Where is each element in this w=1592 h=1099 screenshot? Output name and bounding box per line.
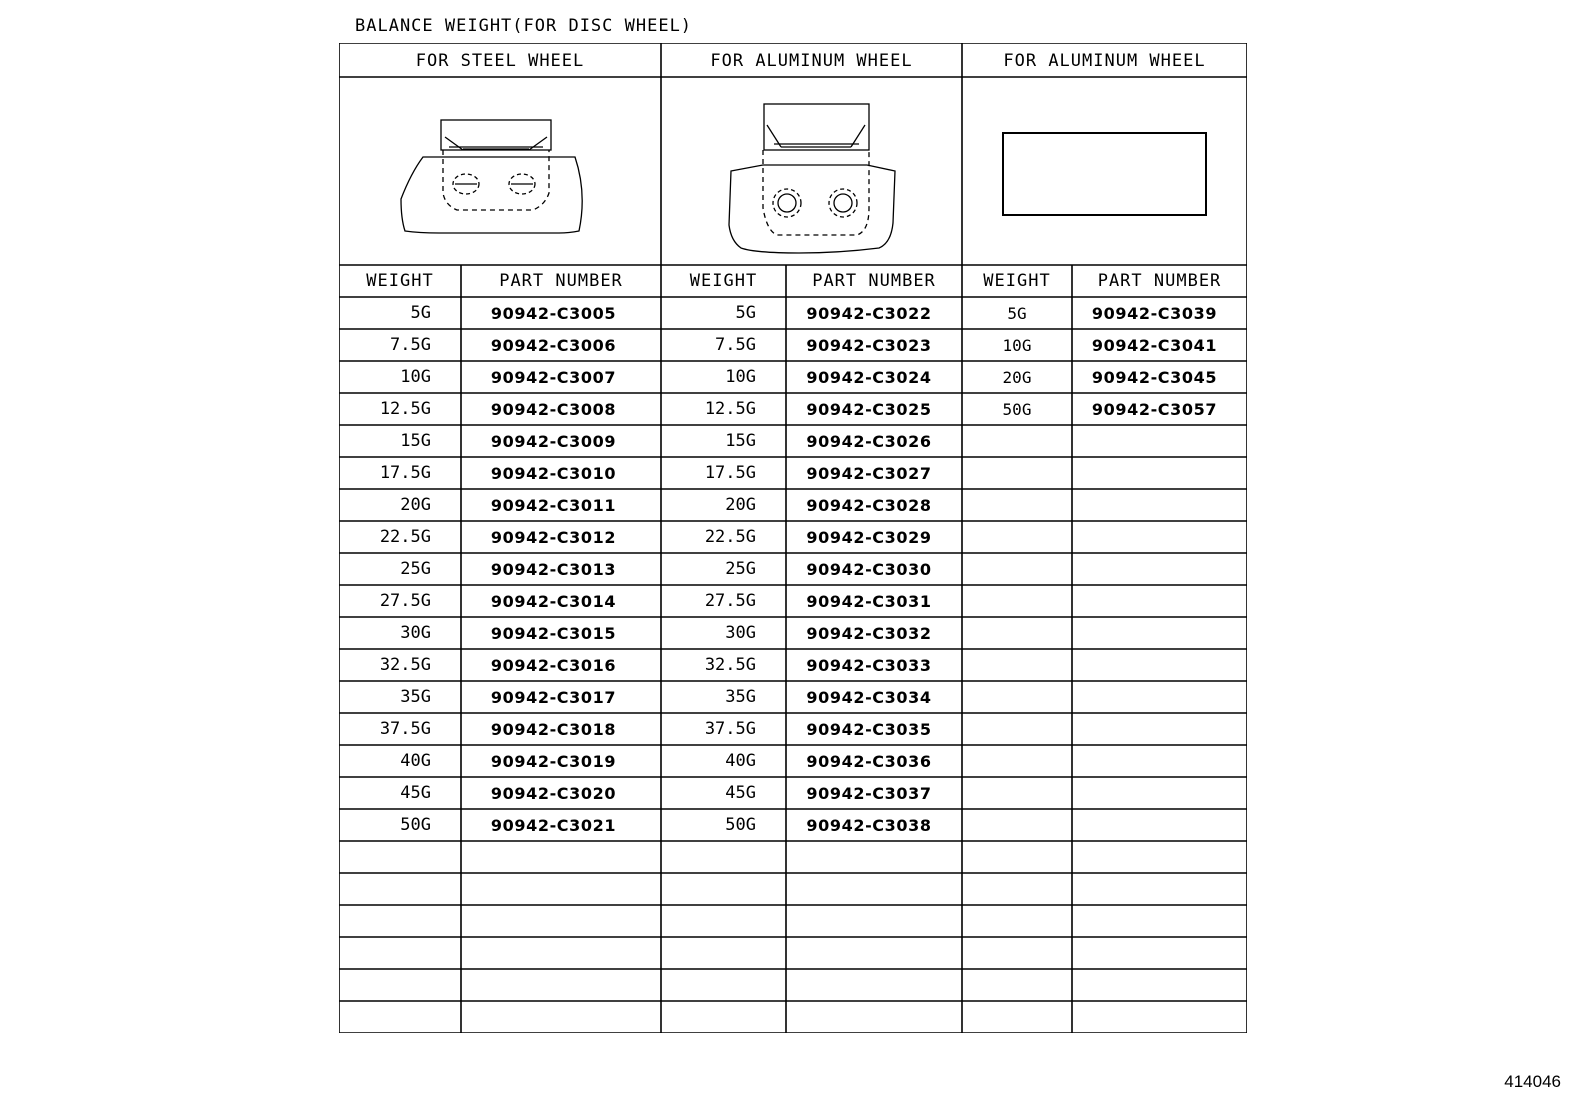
weight-cell: 32.5G bbox=[379, 655, 431, 675]
part-number-cell: 90942-C3014 bbox=[490, 591, 617, 611]
part-number-cell: 90942-C3026 bbox=[806, 431, 932, 451]
part-number-cell: 90942-C3032 bbox=[806, 623, 932, 643]
part-number-cell: 90942-C3030 bbox=[806, 559, 932, 579]
part-number-cell: 90942-C3016 bbox=[490, 655, 617, 675]
part-number-cell: 90942-C3015 bbox=[490, 623, 617, 643]
part-number-cell: 90942-C3031 bbox=[806, 591, 932, 611]
weight-cell: 25G bbox=[725, 559, 756, 579]
weight-cell: 30G bbox=[400, 623, 431, 643]
weight-cell: 10G bbox=[400, 367, 431, 387]
aluminum-wheel-weight-illustration bbox=[729, 104, 895, 253]
part-number-cell: 90942-C3028 bbox=[806, 495, 932, 515]
weight-cell: 22.5G bbox=[704, 527, 756, 547]
part-number-cell: 90942-C3011 bbox=[490, 495, 617, 515]
group-header-aluminum-1: FOR ALUMINUM WHEEL bbox=[710, 51, 913, 71]
part-number-cell: 90942-C3018 bbox=[490, 719, 617, 739]
weight-cell: 12.5G bbox=[379, 399, 431, 419]
part-number-cell: 90942-C3022 bbox=[806, 303, 932, 323]
weight-cell: 27.5G bbox=[704, 591, 756, 611]
weight-cell: 22.5G bbox=[379, 527, 431, 547]
page-title: BALANCE WEIGHT(FOR DISC WHEEL) bbox=[355, 16, 693, 36]
weight-cell: 17.5G bbox=[704, 463, 756, 483]
part-number-cell: 90942-C3009 bbox=[490, 431, 617, 451]
column-header-part-number: PART NUMBER bbox=[1097, 271, 1222, 291]
part-number-cell: 90942-C3025 bbox=[806, 399, 932, 419]
column-header-part-number: PART NUMBER bbox=[812, 271, 936, 291]
weight-cell: 37.5G bbox=[704, 719, 756, 739]
group-header-steel: FOR STEEL WHEEL bbox=[415, 51, 585, 71]
adhesive-weight-illustration bbox=[1003, 133, 1206, 215]
weight-cell: 7.5G bbox=[715, 335, 756, 355]
weight-cell: 10G bbox=[1002, 335, 1032, 355]
weight-cell: 7.5G bbox=[390, 335, 431, 355]
part-number-cell: 90942-C3029 bbox=[806, 527, 932, 547]
weight-cell: 35G bbox=[725, 687, 756, 707]
reference-number: 414046 bbox=[1504, 1072, 1561, 1091]
part-number-cell: 90942-C3038 bbox=[806, 815, 932, 835]
part-number-cell: 90942-C3034 bbox=[806, 687, 932, 707]
weight-cell: 40G bbox=[725, 751, 756, 771]
balance-weight-table bbox=[339, 43, 1247, 1033]
part-number-cell: 90942-C3036 bbox=[806, 751, 932, 771]
part-number-cell: 90942-C3033 bbox=[806, 655, 932, 675]
weight-cell: 5G bbox=[410, 303, 431, 323]
weight-cell: 30G bbox=[725, 623, 756, 643]
part-number-cell: 90942-C3027 bbox=[806, 463, 932, 483]
weight-cell: 50G bbox=[1002, 399, 1032, 419]
weight-cell: 10G bbox=[725, 367, 756, 387]
weight-cell: 27.5G bbox=[379, 591, 431, 611]
weight-cell: 40G bbox=[400, 751, 431, 771]
weight-cell: 15G bbox=[400, 431, 431, 451]
part-number-cell: 90942-C3045 bbox=[1091, 367, 1218, 387]
column-header-part-number: PART NUMBER bbox=[499, 271, 623, 291]
part-number-cell: 90942-C3037 bbox=[806, 783, 932, 803]
part-number-cell: 90942-C3041 bbox=[1091, 335, 1218, 355]
part-number-cell: 90942-C3020 bbox=[490, 783, 617, 803]
weight-cell: 32.5G bbox=[704, 655, 756, 675]
weight-cell: 12.5G bbox=[704, 399, 756, 419]
weight-cell: 25G bbox=[400, 559, 431, 579]
part-number-cell: 90942-C3010 bbox=[490, 463, 617, 483]
weight-cell: 17.5G bbox=[379, 463, 431, 483]
weight-cell: 20G bbox=[725, 495, 756, 515]
part-number-cell: 90942-C3039 bbox=[1091, 303, 1218, 323]
weight-cell: 5G bbox=[1007, 303, 1027, 323]
weight-cell: 5G bbox=[735, 303, 756, 323]
part-number-cell: 90942-C3057 bbox=[1091, 399, 1218, 419]
part-number-cell: 90942-C3021 bbox=[490, 815, 617, 835]
part-number-cell: 90942-C3019 bbox=[490, 751, 617, 771]
part-number-cell: 90942-C3035 bbox=[806, 719, 932, 739]
part-number-cell: 90942-C3005 bbox=[490, 303, 617, 323]
weight-cell: 20G bbox=[400, 495, 431, 515]
part-number-cell: 90942-C3017 bbox=[490, 687, 617, 707]
part-number-cell: 90942-C3012 bbox=[490, 527, 617, 547]
weight-cell: 37.5G bbox=[379, 719, 431, 739]
part-number-cell: 90942-C3024 bbox=[806, 367, 932, 387]
weight-cell: 20G bbox=[1002, 367, 1032, 387]
weight-cell: 50G bbox=[400, 815, 431, 835]
part-number-cell: 90942-C3006 bbox=[490, 335, 617, 355]
part-number-cell: 90942-C3008 bbox=[490, 399, 617, 419]
weight-cell: 45G bbox=[400, 783, 431, 803]
column-header-weight: WEIGHT bbox=[366, 271, 434, 291]
weight-cell: 15G bbox=[725, 431, 756, 451]
steel-wheel-weight-illustration bbox=[401, 120, 582, 233]
weight-cell: 45G bbox=[725, 783, 756, 803]
group-header-aluminum-2: FOR ALUMINUM WHEEL bbox=[1003, 51, 1206, 71]
part-number-cell: 90942-C3013 bbox=[490, 559, 617, 579]
weight-cell: 50G bbox=[725, 815, 756, 835]
part-number-cell: 90942-C3023 bbox=[806, 335, 932, 355]
column-header-weight: WEIGHT bbox=[983, 271, 1051, 291]
column-header-weight: WEIGHT bbox=[689, 271, 758, 291]
weight-cell: 35G bbox=[400, 687, 431, 707]
part-number-cell: 90942-C3007 bbox=[490, 367, 617, 387]
